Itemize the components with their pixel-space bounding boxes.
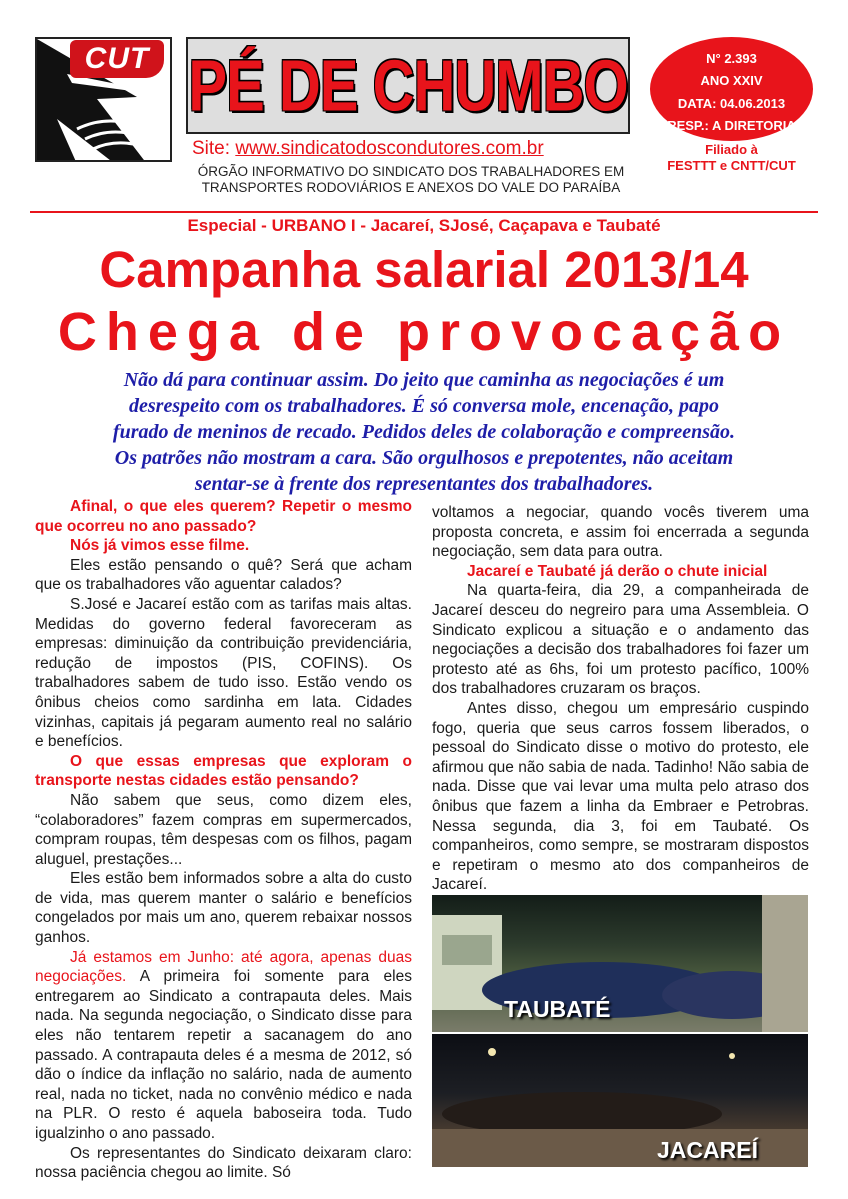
paragraph: Antes disso, chegou um empresário cuspindo fogo, queria que seus carros fossem liberados, o pessoal do Sindicato disse o motivo do protesto, ele afirmou que não sabia de nada. Tadinho! Não sabia de nada. Disse que vai levar uma multa pelo atraso dos ônibus que fazem a linha da Embraer e Petrobras. Nessa segunda, dia 3, foi em Taubaté. Os companheiros, como sempre, se mostraram dispostos e repetiram o mesmo ato dos companheiros de Jacareí. <box>432 699 809 894</box>
section-heading: Nós já vimos esse filme. <box>70 537 250 555</box>
inline-highlight: Já estamos em Junho: até agora, apenas duas negociações. <box>35 948 412 986</box>
jacarei-photo <box>432 1034 808 1167</box>
issue-badge <box>650 37 813 141</box>
paragraph <box>35 948 412 1144</box>
section-heading: Afinal, o que eles querem? Repetir o mesmo que ocorreu no ano passado? <box>35 498 412 535</box>
section-heading: Jacareí e Taubaté já derão o chute inicial <box>467 562 768 580</box>
org-line-2: TRANSPORTES RODOVIÁRIOS E ANEXOS DO VALE DO PARAÍBA <box>201 180 621 195</box>
issue-date: DATA: 04.06.2013 <box>677 96 786 111</box>
paragraph: Na quarta-feira, dia 29, a companheirada de Jacareí desceu do negreiro para uma Assembleia. O Sindicato explicou a situação e o andamento das negociações a decisão dos trabalhadores foi fazer um protesto até as 6hs, foi um protesto pacífico, 100% dos trabalhadores cruzaram os braços. <box>432 582 809 698</box>
paragraph: S.José e Jacareí estão com as tarifas mais altas. Medidas do governo federal favoreceram as empresas: diminuição da contribuição previdenciária, redução de impostos (PIS, COFINS). Os trabalhadores sabem de tudo isso. Estão vendo os ônibus cheios como sardinha em lata. Cidades vizinhas, capitais já pegaram aumento real no salário e benefícios. <box>35 595 412 751</box>
right-column <box>432 503 809 895</box>
paragraph-text: A primeira foi somente para eles entregarem ao Sindicato a contrapauta deles. Mais nada. Na segunda negociação, o Sindicato disse para eles não tentarem repetir a sacanagem do ano passado. A contrapauta deles é a mesma de 2012, só dão o índice da inflação no salário, nada de aumento real, nada no ticket, nada no convênio médico e nada na PLR. O resto é aquela baboseira toda. Tudo igualzinho o ano passado. <box>35 968 412 1142</box>
affiliation-line-2: FESTTT e CNTT/CUT <box>667 158 796 173</box>
site-line <box>192 138 544 160</box>
special-edition-line: Especial - URBANO I - Jacareí, SJosé, Caçapava e Taubaté <box>187 216 661 235</box>
paragraph: Os representantes do Sindicato deixaram claro: nossa paciência chegou ao limite. Só <box>35 1144 412 1182</box>
section-heading: O que essas empresas que exploram o transporte nestas cidades estão pensando? <box>35 752 412 790</box>
paragraph: Não sabem que seus, como dizem eles, “colaboradores” fazem compras em supermercados, compram roupas, têm despesas com os filhos, pagam aluguel, prestações... <box>35 791 412 868</box>
subheadline: Chega de provocação <box>57 302 791 362</box>
lead-line: desrespeito com os trabalhadores. É só conversa mole, encenação, papo <box>129 395 719 417</box>
org-line-1: ÓRGÃO INFORMATIVO DO SINDICATO DOS TRABALHADORES EM <box>197 164 625 179</box>
paragraph: Eles estão bem informados sobre a alta do custo de vida, mas querem manter o salário e benefícios congelados por mais um ano, querem rebaixar nossos ganhos. <box>35 870 412 947</box>
paragraph: voltamos a negociar, quando vocês tiverem uma proposta concreta, e assim foi encerrada a segunda negociação, sem data para outra. <box>432 504 809 561</box>
lead-line: sentar-se à frente dos representantes dos trabalhadores. <box>194 473 654 495</box>
photo-label: JACAREÍ <box>657 1137 758 1163</box>
lead-line: Não dá para continuar assim. Do jeito que caminha as negociações é um <box>123 369 725 391</box>
lead-line: Os patrões não mostram a cara. São orgulhosos e prepotentes, não aceitam <box>114 447 734 469</box>
headline: Campanha salarial 2013/14 <box>99 241 749 298</box>
issue-number: N° 2.393 <box>706 51 757 66</box>
lead-paragraph <box>30 367 818 497</box>
issue-responsible: RESP.: A DIRETORIA <box>667 118 796 133</box>
issue-year: ANO XXIV <box>700 73 763 88</box>
cut-logo: CUT <box>70 40 164 78</box>
lead-line: furado de meninos de recado. Pedidos deles de colaboração e compreensão. <box>112 421 736 443</box>
photo-label: TAUBATÉ <box>504 996 611 1022</box>
taubate-photo <box>432 895 808 1032</box>
header-divider <box>30 211 818 213</box>
left-column <box>35 497 412 1183</box>
crowd-scene-icon <box>432 895 808 1032</box>
site-link[interactable]: www.sindicatodoscondutores.com.br <box>235 138 544 159</box>
paragraph: Eles estão pensando o quê? Será que acham que os trabalhadores vão aguentar calados? <box>35 556 412 594</box>
affiliation-line-1: Filiado à <box>705 142 758 157</box>
site-label: Site: <box>192 138 231 159</box>
newspaper-title: PÉ DE CHUMBO <box>188 45 628 127</box>
